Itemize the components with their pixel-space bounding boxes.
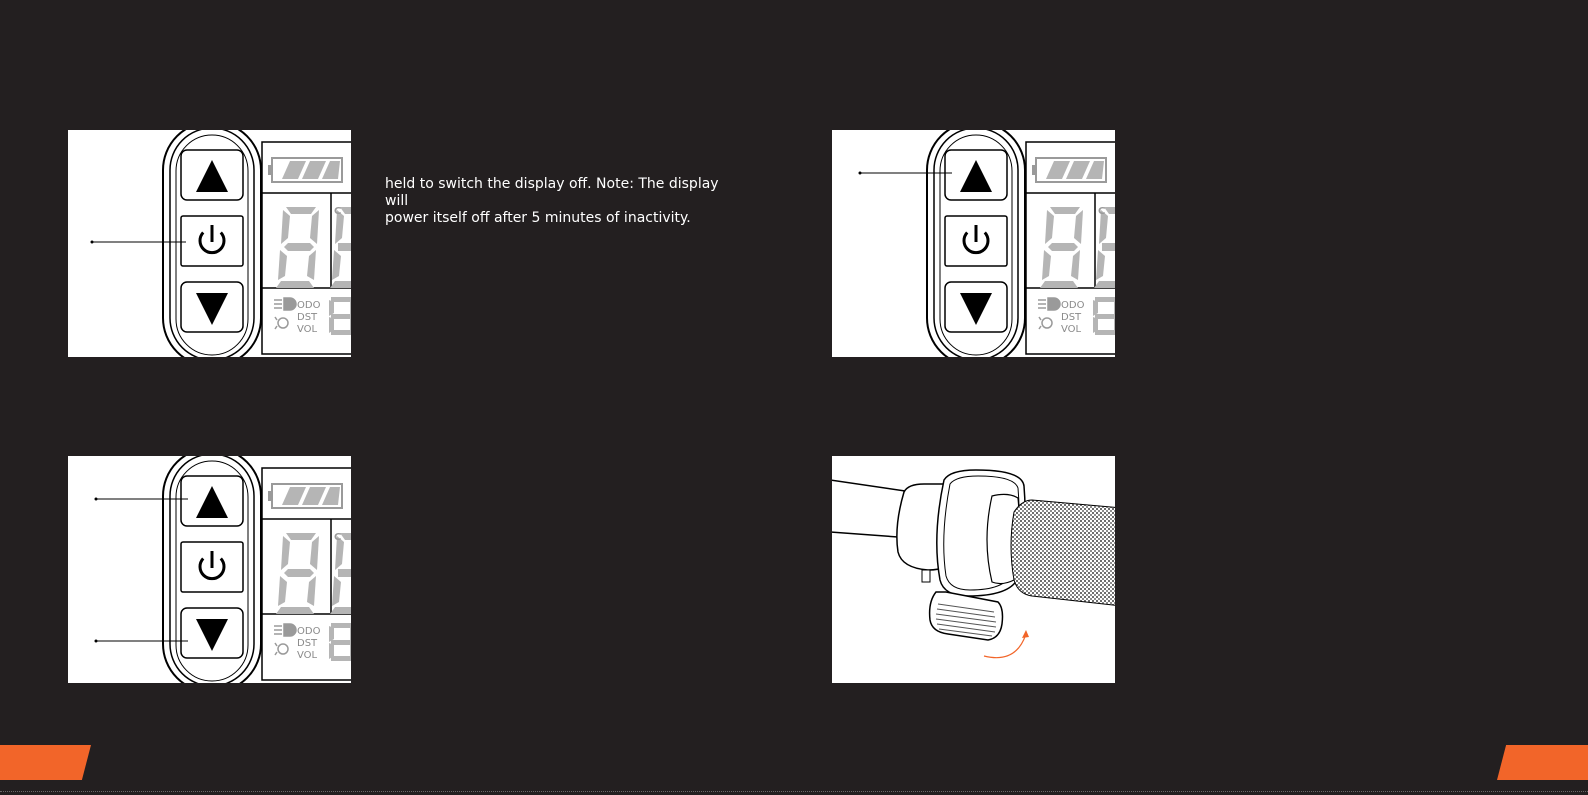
note-line-2: power itself off after 5 minutes of inactivity. [385,210,691,226]
controller-diagram-up [832,130,1115,357]
controller-diagram-up-down [68,456,351,683]
page-tab-right [1497,745,1588,780]
throttle-illustration [832,456,1115,683]
note-line-1: held to switch the display off. Note: The display will [385,176,719,209]
controller-diagram-power [68,130,351,357]
instruction-note [385,176,745,227]
page-tab-left [0,745,91,780]
bottom-dotted-rule [0,791,1588,792]
